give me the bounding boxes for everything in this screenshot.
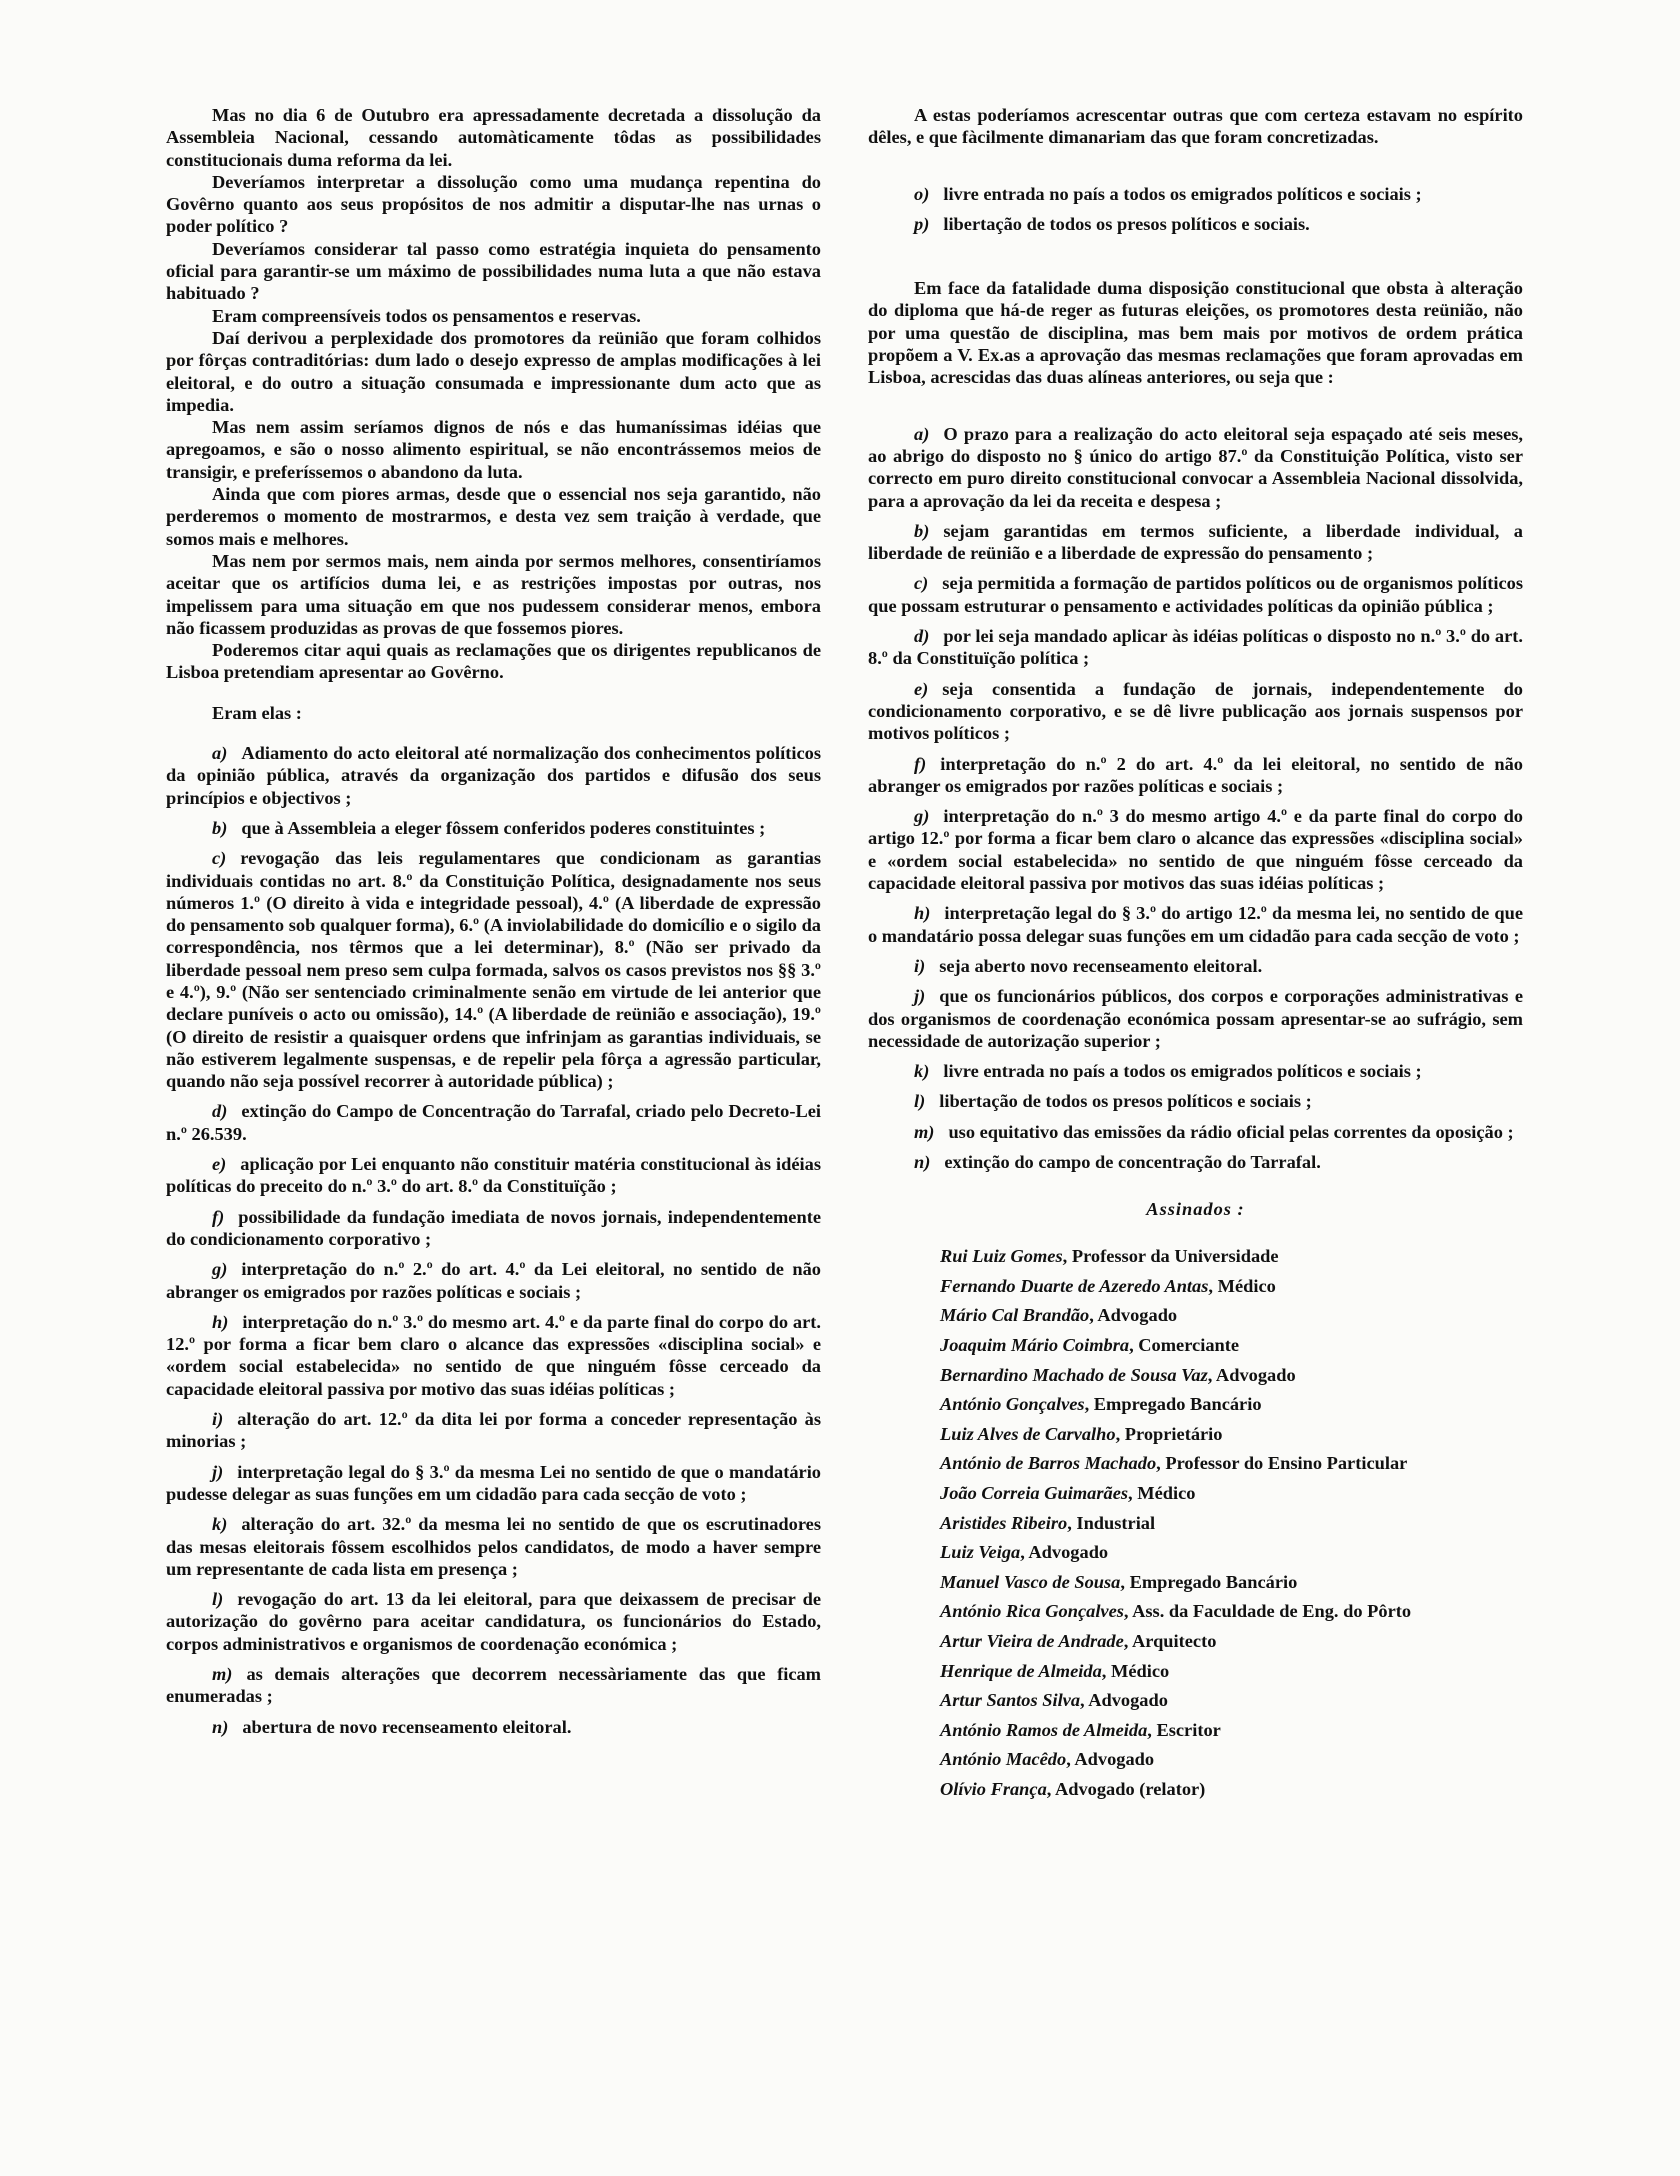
- item-label: g): [914, 806, 930, 827]
- item-label: l): [914, 1091, 926, 1112]
- item-label: c): [212, 848, 227, 869]
- left-paragraphs: [166, 104, 821, 684]
- signature-line: [868, 1745, 1523, 1775]
- signatory-role: , Professor da Universidade: [1062, 1246, 1279, 1267]
- list-item: [166, 1100, 821, 1145]
- list-item: [166, 1716, 821, 1738]
- item-text: extinção do Campo de Concentração do Tarrafal, criado pelo Decreto-Lei n.º 26.539.: [166, 1101, 821, 1144]
- left-claims-list: [166, 742, 821, 1738]
- signatory-name: António de Barros Machado: [940, 1453, 1157, 1474]
- signed-heading: Assinados :: [1146, 1199, 1245, 1220]
- item-label: b): [914, 520, 930, 541]
- item-text: alteração do art. 12.º da dita lei por forma a conceder representação às minorias ;: [166, 1409, 821, 1452]
- item-text: seja permitida a formação de partidos políticos ou de organismos políticos que possam estruturar o pensamento e actividades políticas da opinião pública ;: [868, 573, 1523, 616]
- signature-line: [868, 1301, 1523, 1331]
- signature-line: [868, 1272, 1523, 1302]
- signatory-name: Rui Luiz Gomes: [940, 1246, 1063, 1267]
- paragraph: Deveríamos interpretar a dissolução como uma mudança repentina do Govêrno quanto aos seus propósitos de nos admitir a disputar-lhe nas urnas o poder político ?: [166, 171, 821, 237]
- item-text: aplicação por Lei enquanto não constituir matéria constitucional às idéias políticas do preceito do n.º 3.º do art. 8.º da Constituïção ;: [166, 1154, 821, 1197]
- item-label: i): [914, 955, 926, 976]
- list-item: [868, 183, 1523, 205]
- item-label: p): [914, 213, 930, 234]
- list-item: [868, 985, 1523, 1052]
- item-label: m): [914, 1121, 935, 1142]
- item-text: interpretação do n.º 3 do mesmo artigo 4.º e da parte final do corpo do artigo 12.º por forma a ficar bem claro o alcance das expressões «disciplina social» e «ordem social estabelecida» no sentido de que ninguém fôsse cerceado da capacidade eleitoral passiva por motivos das suas idéias políticas ;: [868, 806, 1523, 894]
- item-label: i): [212, 1409, 224, 1430]
- item-label: b): [212, 817, 228, 838]
- item-label: j): [212, 1461, 224, 1482]
- list-item: [166, 1408, 821, 1453]
- extra-claims-list: [868, 183, 1523, 236]
- signature-line: [868, 1331, 1523, 1361]
- signatory-role: , Advogado: [1080, 1690, 1168, 1711]
- signatory-name: António Ramos de Almeida: [940, 1719, 1148, 1740]
- signature-line: [868, 1716, 1523, 1746]
- list-item: [868, 213, 1523, 235]
- paragraph: Mas no dia 6 de Outubro era apressadamente decretada a dissolução da Assembleia Nacional, cessando automàticamente tôdas as possibilidades constitucionais duma reforma da lei.: [166, 105, 821, 170]
- item-label: g): [212, 1259, 228, 1280]
- signature-line: [868, 1775, 1523, 1805]
- item-text: revogação das leis regulamentares que condicionam as garantias individuais contidas no art. 8.º da Constituição Política, designadamente nos seus números 1.º (O direito à vida e integridade pessoal), 4.º (A liberdade de expressão do pensamento sob qualquer forma), 6.º (A inviolabilidade do domicílio e o sigilo da correspondência, nos têrmos que a lei determinar), 8.º (Não ser privado da liberdade pessoal nem preso sem culpa formada, salvos os casos previstos nos §§ 3.º e 4.º), 9.º (Não ser sentenciado criminalmente senão em virtude de lei anterior que declare puníveis o acto ou omissão), 14.º (A liberdade de reünião e associação), 19.º (O direito de resistir a quaisquer ordens que infrinjam as garantias individuais, se não estiverem legalmente suspensas, e de repelir pela fôrça a agressão particular, quando não seja possível recorrer à autoridade pública) ;: [166, 848, 821, 1092]
- right-column: [868, 104, 1523, 1805]
- item-label: h): [212, 1311, 229, 1332]
- list-item: [166, 847, 821, 1092]
- item-text: revogação do art. 13 da lei eleitoral, para que deixassem de precisar de autorização do govêrno para aceitar candidatura, os funcionários do Estado, corpos administrativos e organismos de coordenação económica ;: [166, 1589, 821, 1654]
- signature-line: [868, 1657, 1523, 1687]
- eram-elas-heading: Eram elas :: [212, 702, 302, 723]
- item-label: e): [914, 678, 929, 699]
- signatory-name: Artur Santos Silva: [940, 1690, 1081, 1711]
- signatory-name: Mário Cal Brandão: [940, 1305, 1090, 1326]
- item-label: a): [914, 423, 930, 444]
- item-label: e): [212, 1154, 227, 1175]
- item-text: interpretação legal do § 3.º da mesma Lei no sentido de que o mandatário pudesse delegar as suas funções em um cidadão para cada secção de voto ;: [166, 1461, 821, 1504]
- item-text: interpretação do n.º 3.º do mesmo art. 4.º e da parte final do corpo do art. 12.º por forma a ficar bem claro o alcance das expressões «disciplina social» e «ordem social estabelecida» no sentido de que ninguém fôsse cerceado da capacidade eleitoral passiva por motivo das suas idéias políticas ;: [166, 1311, 821, 1399]
- signatory-role: , Ass. da Faculdade de Eng. do Pôrto: [1123, 1601, 1412, 1622]
- item-label: k): [914, 1061, 930, 1082]
- item-label: n): [914, 1151, 931, 1172]
- list-item: [868, 572, 1523, 617]
- signatory-name: Bernardino Machado de Sousa Vaz: [940, 1364, 1208, 1385]
- list-item: [868, 1060, 1523, 1082]
- right-claims-list: [868, 423, 1523, 1174]
- signatory-name: Manuel Vasco de Sousa: [940, 1571, 1121, 1592]
- list-item: [166, 1258, 821, 1303]
- signature-line: [868, 1420, 1523, 1450]
- list-item: [868, 1151, 1523, 1173]
- item-label: j): [914, 986, 926, 1007]
- signatory-role: , Médico: [1128, 1483, 1196, 1504]
- signatory-role: , Advogado: [1066, 1749, 1155, 1770]
- paragraph: Mas nem assim seríamos dignos de nós e das humaníssimas idéias que apregoamos, e são o nosso alimento espiritual, se não encontrássemos meios de transigir, e preferíssemos o abandono da luta.: [166, 417, 821, 482]
- signatory-role: , Empregado Bancário: [1084, 1394, 1262, 1415]
- list-item: [166, 1461, 821, 1506]
- item-label: a): [212, 743, 228, 764]
- item-text: alteração do art. 32.º da mesma lei no sentido de que os escrutinadores das mesas eleitorais fôssem escolhidos pelos candidatos, de modo a haver sempre um representante de cada lista em presença ;: [166, 1514, 821, 1579]
- signature-line: [868, 1479, 1523, 1509]
- item-text: sejam garantidas em termos suficiente, a liberdade individual, a liberdade de reünião e a liberdade de expressão do pensamento ;: [868, 520, 1523, 564]
- item-text: extinção do campo de concentração do Tarrafal.: [944, 1151, 1321, 1172]
- signature-line: [868, 1538, 1523, 1568]
- item-text: libertação de todos os presos políticos e sociais.: [943, 213, 1310, 234]
- list-item: [868, 1090, 1523, 1112]
- list-item: [166, 1513, 821, 1580]
- signatures-list: [868, 1242, 1523, 1804]
- signatory-role: , Advogado: [1020, 1542, 1109, 1563]
- signature-line: [868, 1597, 1523, 1627]
- signatory-name: Henrique de Almeida: [940, 1660, 1102, 1681]
- signatory-name: António Gonçalves: [940, 1394, 1085, 1415]
- signature-line: [868, 1390, 1523, 1420]
- list-item: [166, 1663, 821, 1708]
- signatory-name: Fernando Duarte de Azeredo Antas: [940, 1275, 1209, 1296]
- signatory-role: , Advogado: [1089, 1305, 1178, 1326]
- list-item: [166, 1153, 821, 1198]
- item-text: abertura de novo recenseamento eleitoral.: [242, 1716, 572, 1737]
- signatory-role: , Médico: [1101, 1660, 1170, 1681]
- item-text: as demais alterações que decorrem necessàriamente das que ficam enumeradas ;: [166, 1664, 821, 1707]
- signatory-name: João Correia Guimarães: [940, 1483, 1129, 1504]
- signatory-name: António Rica Gonçalves: [940, 1601, 1124, 1622]
- item-text: interpretação legal do § 3.º do artigo 12.º da mesma lei, no sentido de que o mandatário possa delegar suas funções em um cidadão para cada secção de voto ;: [868, 903, 1523, 946]
- list-item: [166, 742, 821, 809]
- paragraph: Eram compreensíveis todos os pensamentos e reservas.: [212, 305, 641, 326]
- list-item: [868, 520, 1523, 565]
- item-text: seja aberto novo recenseamento eleitoral.: [939, 955, 1263, 976]
- list-item: [166, 1588, 821, 1655]
- item-text: uso equitativo das emissões da rádio oficial pelas correntes da oposição ;: [948, 1121, 1514, 1142]
- list-item: [166, 1206, 821, 1251]
- item-text: livre entrada no país a todos os emigrados políticos e sociais ;: [943, 1061, 1422, 1082]
- item-label: n): [212, 1716, 229, 1737]
- item-text: livre entrada no país a todos os emigrados políticos e sociais ;: [943, 183, 1422, 204]
- proposal-paragraph: Em face da fatalidade duma disposição constitucional que obsta à alteração do diploma que há-de reger as futuras eleições, os promotores desta reünião, não por uma questão de disciplina, mas bem mais por motivos de ordem prática propõem a V. Ex.as a aprovação das mesmas reclamações que foram aprovadas em Lisboa, acrescidas das duas alíneas anteriores, ou seja que :: [868, 278, 1523, 388]
- signature-line: [868, 1568, 1523, 1598]
- signatory-name: Luiz Veiga: [940, 1542, 1021, 1563]
- item-label: k): [212, 1514, 228, 1535]
- item-text: que os funcionários públicos, dos corpos e corporações administrativas e dos organismos de coordenação económica possam apresentar-se ao sufrágio, sem necessidade de autorização superior ;: [868, 986, 1523, 1051]
- paragraph: Mas nem por sermos mais, nem ainda por sermos melhores, consentiríamos aceitar que os artifícios duma lei, e as restrições impostas por outras, nos impelissem para uma situação em que nos pudessem considerar menos, embora não ficassem produzidas as provas de que fossemos piores.: [166, 550, 821, 638]
- list-item: [868, 753, 1523, 798]
- item-text: possibilidade da fundação imediata de novos jornais, independentemente do condicionamento corporativo ;: [166, 1206, 821, 1249]
- signature-line: [868, 1509, 1523, 1539]
- list-item: [868, 625, 1523, 670]
- signatory-role: , Professor do Ensino Particular: [1156, 1453, 1408, 1474]
- item-label: f): [212, 1206, 225, 1227]
- item-text: seja consentida a fundação de jornais, independentemente do condicionamento corporativo, e se dê livre publicação aos jornais suspensos por motivos políticos ;: [868, 678, 1523, 744]
- item-label: d): [212, 1101, 228, 1122]
- list-item: [868, 805, 1523, 894]
- item-text: libertação de todos os presos políticos e sociais ;: [939, 1091, 1312, 1112]
- signature-line: [868, 1449, 1523, 1479]
- list-item: [868, 423, 1523, 512]
- signatory-name: Olívio França: [940, 1778, 1047, 1799]
- item-text: por lei seja mandado aplicar às idéias políticas o disposto no n.º 3.º do art. 8.º da Constituïção política ;: [868, 626, 1523, 669]
- item-text: interpretação do n.º 2 do art. 4.º da lei eleitoral, no sentido de não abranger os emigrados por razões políticas e sociais ;: [868, 753, 1523, 796]
- paragraph: Daí derivou a perplexidade dos promotores da reünião que foram colhidos por fôrças contraditórias: dum lado o desejo expresso de amplas modificações à lei eleitoral, e do outro a situação consumada e impressionante dum acto que as impedia.: [166, 327, 821, 415]
- item-label: d): [914, 626, 930, 647]
- signature-line: [868, 1627, 1523, 1657]
- paragraph: Ainda que com piores armas, desde que o essencial nos seja garantido, não perderemos o momento de mostrarmos, e desta vez sem traição à verdade, que somos mais e melhores.: [166, 484, 821, 549]
- paragraph: Deveríamos considerar tal passo como estratégia inquieta do pensamento oficial para garantir-se um máximo de possibilidades numa luta a que não estava habituado ?: [166, 238, 821, 304]
- item-label: m): [212, 1664, 233, 1684]
- intro-paragraph: A estas poderíamos acrescentar outras que com certeza estavam no espírito dêles, e que fàcilmente dimanariam das que foram concretizadas.: [868, 105, 1523, 148]
- signatory-role: , Advogado: [1207, 1364, 1296, 1385]
- signatory-name: Joaquim Mário Coimbra: [940, 1335, 1130, 1356]
- item-text: que à Assembleia a eleger fôssem conferidos poderes constituintes ;: [241, 817, 766, 838]
- signatory-name: António Macêdo: [940, 1749, 1067, 1770]
- signatory-name: Artur Vieira de Andrade: [940, 1631, 1124, 1651]
- item-label: l): [212, 1589, 224, 1610]
- signatory-role: , Arquitecto: [1123, 1631, 1217, 1651]
- list-item: [868, 955, 1523, 977]
- item-text: O prazo para a realização do acto eleitoral seja espaçado até seis meses, ao abrigo do disposto no § único do artigo 87.º da Constituição Política, visto ser correcto em puro direito constitucional convocar a Assembleia Nacional dissolvida, para a aprovação da lei da receita e despesa ;: [868, 423, 1523, 511]
- signatory-role: , Comerciante: [1129, 1335, 1240, 1356]
- signatory-role: , Advogado (relator): [1046, 1778, 1206, 1799]
- list-item: [868, 678, 1523, 745]
- signatory-role: , Proprietário: [1115, 1423, 1223, 1444]
- paragraph: Poderemos citar aqui quais as reclamações que os dirigentes republicanos de Lisboa pretendiam apresentar ao Govêrno.: [166, 640, 821, 683]
- item-label: f): [914, 753, 927, 774]
- list-item: [868, 902, 1523, 947]
- signature-line: [868, 1686, 1523, 1716]
- signatory-name: Aristides Ribeiro: [940, 1512, 1068, 1533]
- signatory-role: , Escritor: [1147, 1719, 1221, 1740]
- list-item: [868, 1121, 1523, 1143]
- signatory-role: , Médico: [1208, 1275, 1276, 1296]
- item-text: Adiamento do acto eleitoral até normalização dos conhecimentos políticos da opinião pública, através da organização dos partidos e difusão dos seus princípios e objectivos ;: [166, 743, 821, 808]
- item-label: c): [914, 573, 929, 594]
- list-item: [166, 1311, 821, 1400]
- item-label: o): [914, 183, 930, 204]
- item-label: h): [914, 903, 931, 924]
- signatory-role: , Industrial: [1067, 1512, 1156, 1533]
- item-text: interpretação do n.º 2.º do art. 4.º da Lei eleitoral, no sentido de não abranger os emigrados por razões políticas e sociais ;: [166, 1259, 821, 1302]
- list-item: [166, 817, 821, 839]
- signatory-role: , Empregado Bancário: [1120, 1571, 1298, 1592]
- left-column: [166, 104, 821, 1746]
- signature-line: [868, 1361, 1523, 1391]
- signatory-name: Luiz Alves de Carvalho: [940, 1423, 1116, 1444]
- signature-line: [868, 1242, 1523, 1272]
